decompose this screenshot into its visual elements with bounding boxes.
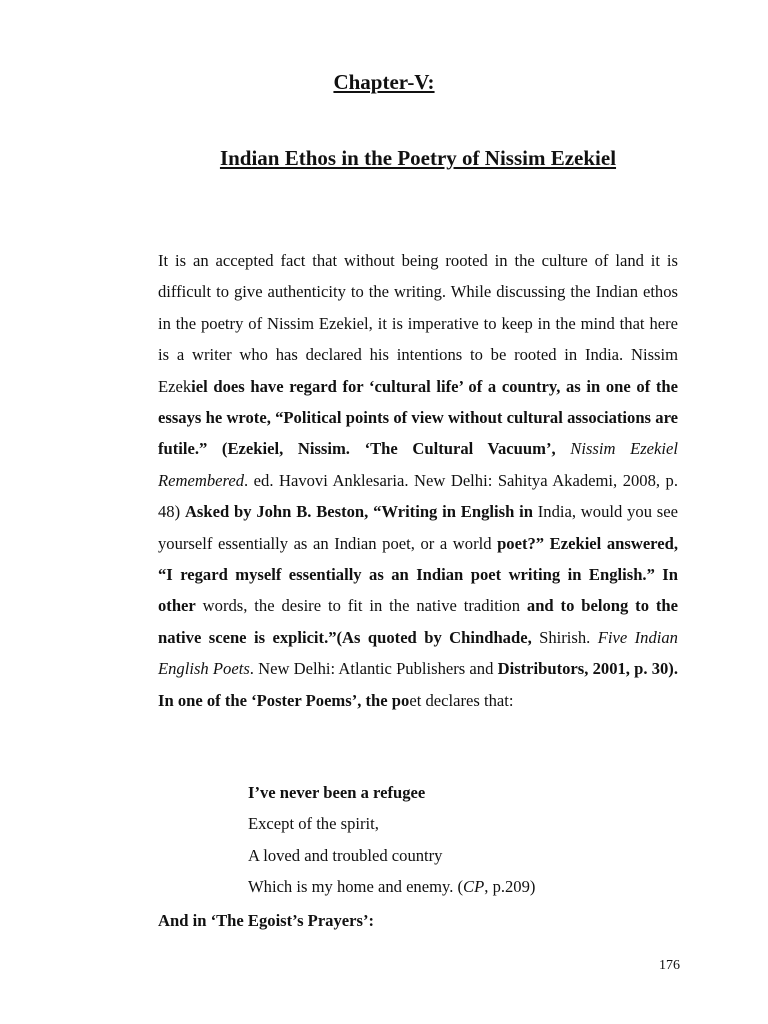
paragraph-text-bold: Asked by John B. Beston, “Writing in English in xyxy=(184,502,533,522)
chapter-title: Indian Ethos in the Poetry of Nissim Ezekiel xyxy=(219,146,617,170)
paragraph-text: Shirish. xyxy=(531,627,598,647)
book-title-italic: Nissim Ezekiel Remembered xyxy=(158,439,678,490)
chapter-label: Chapter-V: xyxy=(333,70,435,94)
poem-line-text: Which is my home and enemy. ( xyxy=(248,877,464,897)
poem-quote xyxy=(248,777,668,903)
citation-abbrev: CP xyxy=(463,877,485,897)
poem-line: A loved and troubled country xyxy=(248,845,443,865)
paragraph-text-bold: poet?” Ezekiel answered, “I regard myself essentially as an Indian poet writing in English.” In other xyxy=(158,533,678,616)
book-title-italic: Five Indian English Poets xyxy=(158,627,678,679)
paragraph-text-bold: Distributors, 2001, p. 30). In one of the ‘Poster Poems’, the po xyxy=(158,659,678,710)
body-paragraph xyxy=(158,245,678,716)
paragraph-text: . ed. Havovi Anklesaria. New Delhi: Sahitya Akademi, 2008, p. 48) xyxy=(158,470,678,522)
poem-line: I’ve never been a refugee xyxy=(248,783,426,802)
paragraph-text: words, the desire to fit in the native tradition xyxy=(195,596,527,616)
page-number: 176 xyxy=(659,958,680,973)
citation-page: , p.209) xyxy=(484,877,536,897)
poem-line xyxy=(248,871,668,902)
paragraph-text: India, would you see yourself essentially as an Indian poet, or a world xyxy=(158,502,678,553)
paragraph-text: It is an accepted fact that without being rooted in the culture of land it is difficult to give authenticity to the writing. While discussing the Indian ethos in the poetry of Nissim Ezekiel, it is imperative to keep in the mind that here is a writer who has declared his intentions to be rooted in India. Nissim Ezek xyxy=(158,251,678,396)
poem-line: Except of the spirit, xyxy=(248,814,379,834)
paragraph-text-bold: and to belong to the native scene is explicit.”(As quoted by Chindhade, xyxy=(158,596,679,647)
after-poem-text: And in ‘The Egoist’s Prayers’: xyxy=(158,911,375,930)
paragraph-text: . New Delhi: Atlantic Publishers and xyxy=(249,659,498,679)
paragraph-text: et declares that: xyxy=(409,690,514,710)
paragraph-text-bold: iel does have regard for ‘cultural life’ of a country, as in one of the essays he wrote, “Political points of view without cultural associations are futile.” (Ezekiel, Nissim. ‘The Cultural Vacuum’, xyxy=(158,376,678,459)
